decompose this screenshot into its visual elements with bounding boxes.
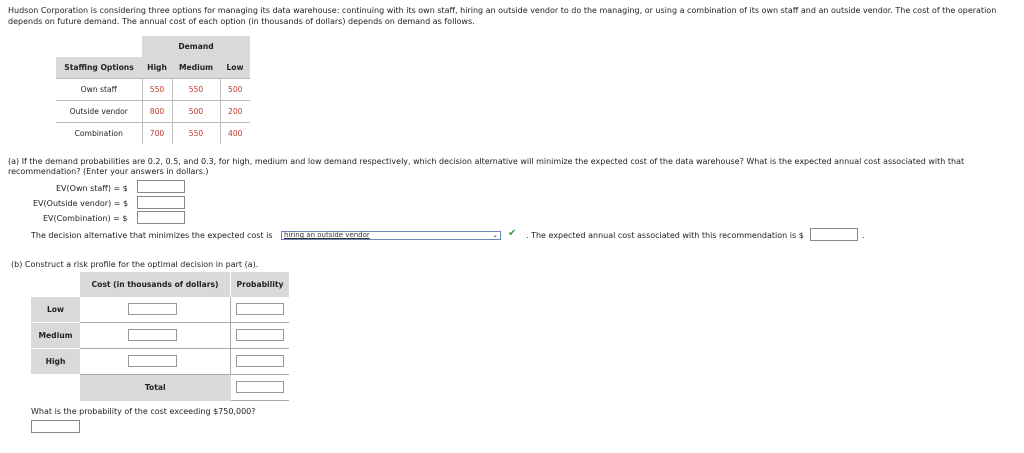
checkmark-icon: ✔ bbox=[508, 228, 517, 239]
row-label-low: Low bbox=[31, 297, 80, 323]
row-label-high: High bbox=[31, 349, 80, 375]
prob-input-total[interactable] bbox=[236, 381, 284, 393]
risk-profile-table bbox=[31, 272, 289, 401]
cell-value: 800 bbox=[142, 101, 172, 123]
prob-input-low[interactable] bbox=[236, 303, 284, 315]
table-row bbox=[31, 297, 289, 323]
ev-own-input[interactable] bbox=[137, 180, 185, 193]
col-high: High bbox=[142, 57, 172, 79]
prob-input-medium[interactable] bbox=[236, 329, 284, 341]
row-label-medium: Medium bbox=[31, 323, 80, 349]
cell-value: 550 bbox=[172, 79, 220, 101]
cell-value: 200 bbox=[220, 101, 250, 123]
exceed-question: What is the probability of the cost exceeding $750,000? bbox=[31, 407, 256, 416]
decision-select[interactable] bbox=[281, 231, 501, 240]
col-medium: Medium bbox=[172, 57, 220, 79]
ev-outside-input[interactable] bbox=[137, 196, 185, 209]
cell-value: 500 bbox=[220, 79, 250, 101]
table-row bbox=[31, 323, 289, 349]
cost-input-low[interactable] bbox=[128, 303, 177, 315]
exceed-prob-input[interactable] bbox=[31, 420, 80, 433]
row-label: Outside vendor bbox=[56, 101, 142, 123]
cell-value: 400 bbox=[220, 123, 250, 145]
row-label: Own staff bbox=[56, 79, 142, 101]
cost-input-medium[interactable] bbox=[128, 329, 177, 341]
col-staffing-options: Staffing Options bbox=[56, 57, 142, 79]
demand-table bbox=[56, 36, 250, 144]
table-row bbox=[56, 101, 250, 123]
col-cost: Cost (in thousands of dollars) bbox=[80, 272, 231, 297]
table-row bbox=[31, 349, 289, 375]
ev-combo-input[interactable] bbox=[137, 211, 185, 224]
ev-outside-label: EV(Outside vendor) = $ bbox=[33, 199, 129, 208]
part-b-question: (b) Construct a risk profile for the optimal decision in part (a). bbox=[11, 260, 259, 269]
problem-intro: Hudson Corporation is considering three options for managing its data warehouse: continuing with its own staff, hiring an outside vendor to do the managing, or using a combination of its own staff and an outside vendor. The cost of the operation depends on future demand. The annual cost of each option (in thousands of dollars) depends on demand as follows. bbox=[8, 6, 997, 26]
chevron-down-icon: ⌄ bbox=[492, 231, 498, 239]
cell-value: 550 bbox=[172, 123, 220, 145]
table-row bbox=[56, 123, 250, 145]
expected-cost-text: . The expected annual cost associated with this recommendation is $ bbox=[526, 231, 804, 240]
part-a-question: (a) If the demand probabilities are 0.2, 0.5, and 0.3, for high, medium and low demand respectively, which decision alternative will minimize the expected cost of the data warehouse? What is the expected annual cost associated with that recommendation? (Enter your answers in dollars.) bbox=[8, 157, 965, 176]
cell-value: 700 bbox=[142, 123, 172, 145]
cell-value: 500 bbox=[172, 101, 220, 123]
period-text: . bbox=[862, 231, 865, 240]
row-label: Combination bbox=[56, 123, 142, 145]
col-low: Low bbox=[220, 57, 250, 79]
table-row bbox=[56, 79, 250, 101]
demand-header: Demand bbox=[142, 36, 250, 57]
total-label: Total bbox=[80, 375, 231, 401]
prob-input-high[interactable] bbox=[236, 355, 284, 367]
expected-cost-input[interactable] bbox=[810, 228, 858, 241]
table-row bbox=[31, 375, 289, 401]
ev-combo-label: EV(Combination) = $ bbox=[43, 214, 128, 223]
cell-value: 550 bbox=[142, 79, 172, 101]
col-probability: Probability bbox=[231, 272, 290, 297]
cost-input-high[interactable] bbox=[128, 355, 177, 367]
decision-selected-value: hiring an outside vendor bbox=[284, 231, 370, 239]
ev-own-label: EV(Own staff) = $ bbox=[56, 184, 128, 193]
decision-text: The decision alternative that minimizes the expected cost is bbox=[31, 231, 273, 240]
